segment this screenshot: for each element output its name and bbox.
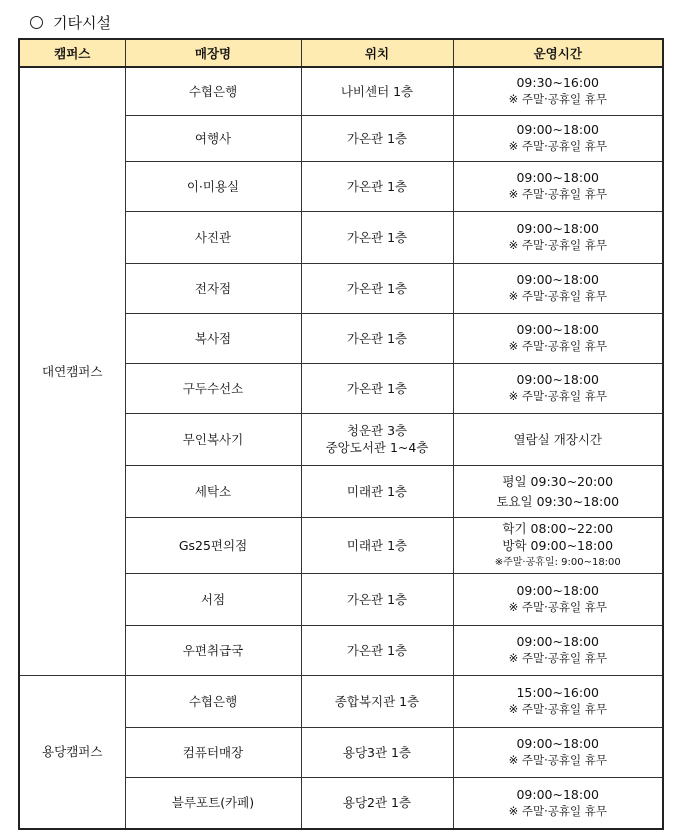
store-name-cell: 우편취급국 xyxy=(125,625,301,675)
location-line: 나비센터 1층 xyxy=(340,83,414,99)
location-cell xyxy=(301,363,453,413)
hours-line: 09:00~18:00 xyxy=(516,272,600,287)
hours-cell xyxy=(453,211,663,263)
location-cell xyxy=(301,675,453,727)
table-row xyxy=(19,67,663,115)
location-cell xyxy=(301,211,453,263)
header-row xyxy=(19,39,663,67)
closure-note: ※주말·공휴일: 9:00~18:00 xyxy=(494,556,621,568)
circle-bullet-icon xyxy=(30,16,43,29)
hours-line: 09:00~18:00 xyxy=(516,786,600,802)
hours-cell xyxy=(453,363,663,413)
hours-cell xyxy=(453,161,663,211)
location-line: 미래관 1층 xyxy=(346,537,408,553)
store-name-cell: 세탁소 xyxy=(125,465,301,517)
hours-cell xyxy=(453,777,663,829)
location-cell xyxy=(301,161,453,211)
closure-note: ※ 주말·공휴일 휴무 xyxy=(508,289,607,303)
store-name-cell: 수협은행 xyxy=(125,675,301,727)
hours-cell xyxy=(453,573,663,625)
store-name-cell: 서점 xyxy=(125,573,301,625)
hours-cell xyxy=(453,675,663,727)
header-store: 매장명 xyxy=(125,39,301,67)
header-location: 위치 xyxy=(301,39,453,67)
header-campus: 캠퍼스 xyxy=(19,39,125,67)
hours-line: 09:00~18:00 xyxy=(516,583,600,598)
location-line: 가온관 1층 xyxy=(346,380,408,396)
hours-line: 09:00~18:00 xyxy=(516,122,600,137)
closure-note: ※ 주말·공휴일 휴무 xyxy=(508,753,607,767)
store-name-cell: 무인복사기 xyxy=(125,413,301,465)
store-name-cell: 여행사 xyxy=(125,115,301,161)
closure-note: ※ 주말·공휴일 휴무 xyxy=(508,600,607,614)
hours-cell xyxy=(453,517,663,573)
location-cell xyxy=(301,413,453,465)
hours-line: 토요일 09:30~18:00 xyxy=(496,493,620,509)
hours-line: 평일 09:30~20:00 xyxy=(502,473,614,489)
section-title: 기타시설 xyxy=(53,13,111,32)
location-cell xyxy=(301,625,453,675)
store-name-cell: 구두수선소 xyxy=(125,363,301,413)
location-line: 가온관 1층 xyxy=(346,280,408,296)
location-line: 미래관 1층 xyxy=(346,483,408,499)
closure-note: ※ 주말·공휴일 휴무 xyxy=(508,92,607,107)
location-cell xyxy=(301,727,453,777)
location-line: 청운관 3층 xyxy=(346,423,408,438)
store-name-cell: Gs25편의점 xyxy=(125,517,301,573)
hours-cell xyxy=(453,67,663,115)
hours-line: 열람실 개장시간 xyxy=(513,431,602,447)
location-cell xyxy=(301,777,453,829)
hours-line: 09:00~18:00 xyxy=(516,736,600,751)
location-cell xyxy=(301,517,453,573)
store-name-cell: 복사점 xyxy=(125,313,301,363)
closure-note: ※ 주말·공휴일 휴무 xyxy=(508,389,607,403)
hours-line: 09:00~18:00 xyxy=(516,372,600,387)
location-line: 가온관 1층 xyxy=(346,330,408,346)
location-line: 종합복지관 1층 xyxy=(334,693,420,709)
location-cell xyxy=(301,67,453,115)
store-name-cell: 이·미용실 xyxy=(125,161,301,211)
hours-line: 15:00~16:00 xyxy=(516,685,600,700)
table-body xyxy=(19,67,663,829)
store-name-cell: 수협은행 xyxy=(125,67,301,115)
campus-cell: 용당캠퍼스 xyxy=(19,675,125,829)
hours-line: 09:00~18:00 xyxy=(516,634,600,649)
hours-line: 09:00~18:00 xyxy=(516,170,600,185)
closure-note: ※ 주말·공휴일 휴무 xyxy=(508,339,607,353)
location-line: 가온관 1층 xyxy=(346,229,408,245)
location-line: 용당3관 1층 xyxy=(342,744,412,760)
location-cell xyxy=(301,465,453,517)
closure-note: ※ 주말·공휴일 휴무 xyxy=(508,651,607,665)
hours-cell xyxy=(453,727,663,777)
location-line: 가온관 1층 xyxy=(346,591,408,607)
closure-note: ※ 주말·공휴일 휴무 xyxy=(508,238,607,252)
hours-cell xyxy=(453,413,663,465)
closure-note: ※ 주말·공휴일 휴무 xyxy=(508,702,607,716)
closure-note: ※ 주말·공휴일 휴무 xyxy=(508,187,607,201)
closure-note: ※ 주말·공휴일 휴무 xyxy=(508,139,607,153)
location-line: 용당2관 1층 xyxy=(342,795,412,811)
store-name-cell: 블루포트(카페) xyxy=(125,777,301,829)
closure-note: ※ 주말·공휴일 휴무 xyxy=(508,803,607,818)
location-line: 가온관 1층 xyxy=(346,130,408,146)
location-line: 가온관 1층 xyxy=(346,178,408,194)
hours-line: 방학 09:00~18:00 xyxy=(502,537,614,553)
hours-line: 09:00~18:00 xyxy=(516,221,600,236)
hours-cell xyxy=(453,263,663,313)
hours-cell xyxy=(453,625,663,675)
location-line: 가온관 1층 xyxy=(346,642,408,658)
section-heading xyxy=(30,11,111,33)
location-cell xyxy=(301,263,453,313)
hours-line: 학기 08:00~22:00 xyxy=(502,520,614,536)
location-line: 중앙도서관 1~4층 xyxy=(325,440,429,455)
hours-cell xyxy=(453,313,663,363)
facilities-table xyxy=(18,38,664,830)
header-hours: 운영시간 xyxy=(453,39,663,67)
store-name-cell: 컴퓨터매장 xyxy=(125,727,301,777)
location-cell xyxy=(301,573,453,625)
hours-cell xyxy=(453,465,663,517)
location-cell xyxy=(301,115,453,161)
store-name-cell: 전자점 xyxy=(125,263,301,313)
store-name-cell: 사진관 xyxy=(125,211,301,263)
hours-line: 09:00~18:00 xyxy=(516,322,600,337)
hours-line: 09:30~16:00 xyxy=(516,75,600,91)
hours-cell xyxy=(453,115,663,161)
table-row xyxy=(19,675,663,727)
campus-cell: 대연캠퍼스 xyxy=(19,67,125,675)
location-cell xyxy=(301,313,453,363)
